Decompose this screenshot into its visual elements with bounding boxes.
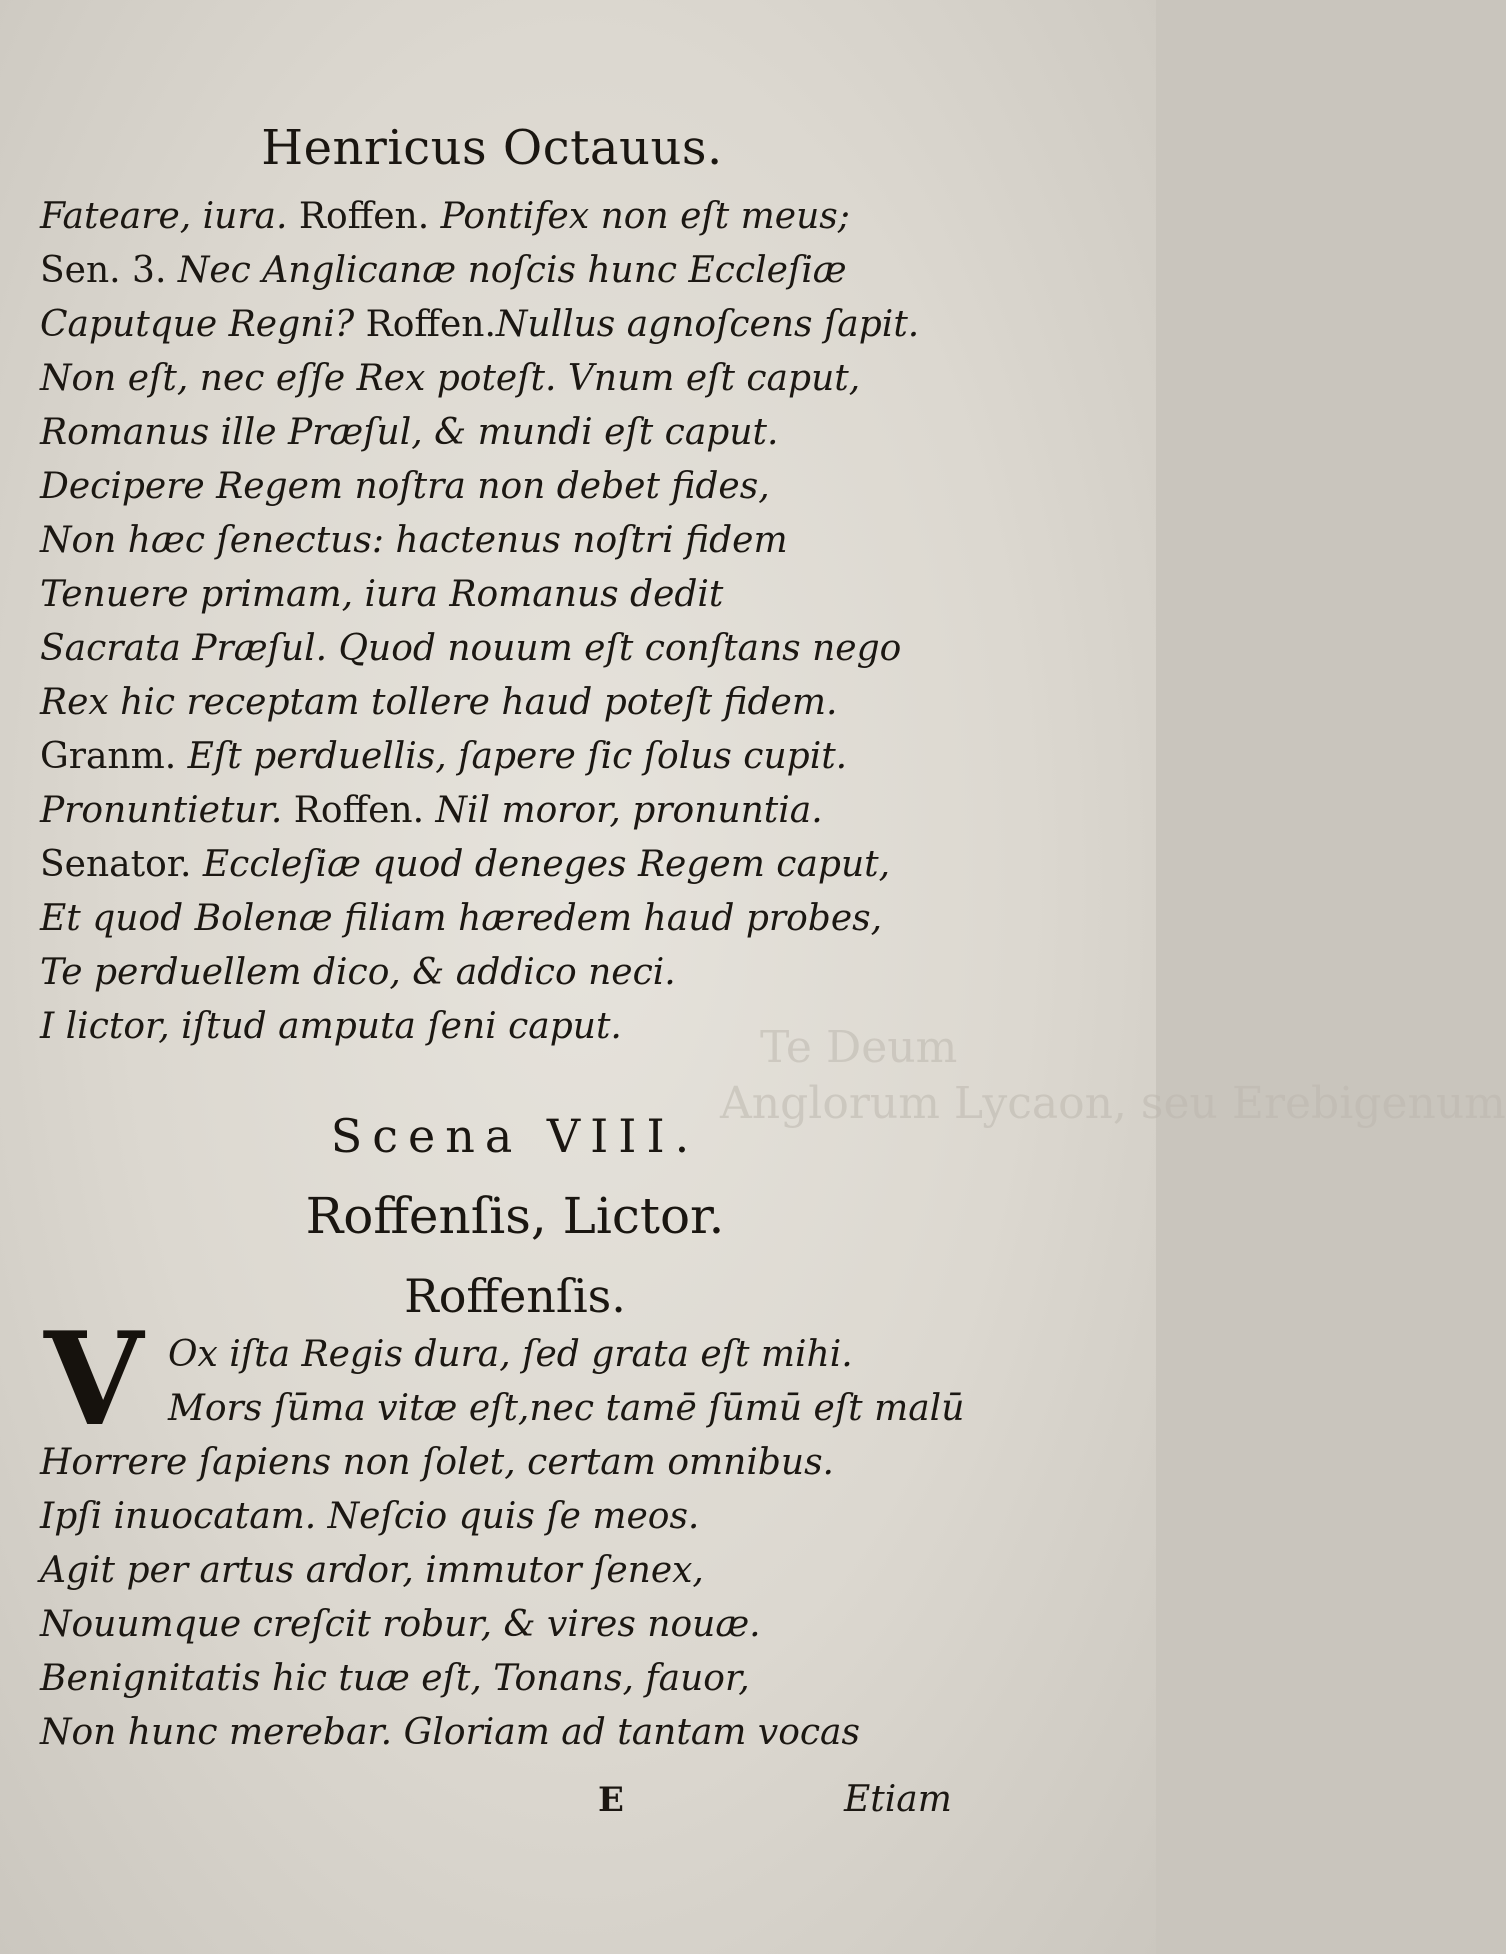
verse-text: Nil moror, pronuntia. [424,790,823,831]
drop-cap: V [44,1305,144,1455]
speaker-label: Sen. 3. [40,250,167,291]
verse-line [40,838,980,892]
verse-line: Rex hic receptam tollere haud poteſt fidem. [40,682,838,723]
verse-text: Pontifex non eſt meus; [429,196,850,237]
verse-line: Sacrata Præſul. Quod nouum eſt conſtans nego [40,628,902,669]
speech-line: Agit per artus ardor, immutor ſenex, [40,1550,704,1591]
verse-line: Te perduellem dico, & addico neci. [40,952,676,993]
verse-line [40,730,980,784]
verse-block [40,190,980,1054]
speaker-label: Roffen. [298,196,430,237]
scene-title: Scena VIII. [330,1109,700,1163]
scene-persons: Roffenſis, Lictor. [305,1187,725,1245]
speech-line: Mors ſūma vitæ eſt,nec tamē ſūmū eſt malū [168,1388,965,1429]
verse-line [40,244,980,298]
verse-text: Fateare, iura. [40,196,299,237]
speech-line: Ox iſta Regis dura, ſed grata eſt mihi. [168,1334,853,1375]
catchword: Etiam [844,1779,952,1820]
page-footer [0,1772,1156,1828]
speaker-label: Granm. [40,736,177,777]
verse-line: I lictor, iſtud amputa ſeni caput. [40,1006,622,1047]
speaker-label: Senator. [40,844,192,885]
signature-mark: E [598,1780,624,1820]
speech-line: Non hunc merebar. Gloriam ad tantam vocas [40,1712,860,1753]
verse-text: Caputque Regni? [40,304,366,345]
verse-line: Non hæc ſenectus: hactenus noſtri fidem [40,520,788,561]
speech-line: Nouumque creſcit robur, & vires nouæ. [40,1604,761,1645]
verse-text: Eſt perduellis, ſapere ſic ſolus cupit. [176,736,848,777]
verse-line [40,298,980,352]
verse-line: Romanus ille Præſul, & mundi eſt caput. [40,412,779,453]
speech-line: Horrere ſapiens non ſolet, certam omnibus. [40,1442,835,1483]
speaker-label: Roffen. [293,790,425,831]
speech-speaker: Roffenſis. [404,1269,626,1323]
verse-text: Pronuntietur. [40,790,294,831]
speech-line: Benignitatis hic tuæ eſt, Tonans, fauor, [40,1658,750,1699]
speech-block [40,1328,980,1760]
bleed-through-line: Te Deum [760,1022,958,1073]
running-head: Henricus Octauus. [261,120,723,176]
speaker-label: Roffen. [365,304,496,345]
verse-line [40,190,980,244]
speech-line: Ipſi inuocatam. Neſcio quis ſe meos. [40,1496,700,1537]
verse-line: Non eſt, nec eſſe Rex poteſt. Vnum eſt caput, [40,358,861,399]
bleed-through-line: Anglorum Lycaon, seu Erebigenum [720,1078,1506,1129]
verse-line: Decipere Regem noſtra non debet fides, [40,466,770,507]
verse-line: Et quod Bolenæ filiam hæredem haud probes, [40,898,883,939]
verse-text: Eccleſiæ quod deneges Regem caput, [191,844,891,885]
verse-text: Nec Anglicanæ noſcis hunc Eccleſiæ [166,250,847,291]
verse-line: Tenuere primam, iura Romanus dedit [40,574,724,615]
verse-text: Nullus agnoſcens ſapit. [495,304,920,345]
verse-line [40,784,980,838]
